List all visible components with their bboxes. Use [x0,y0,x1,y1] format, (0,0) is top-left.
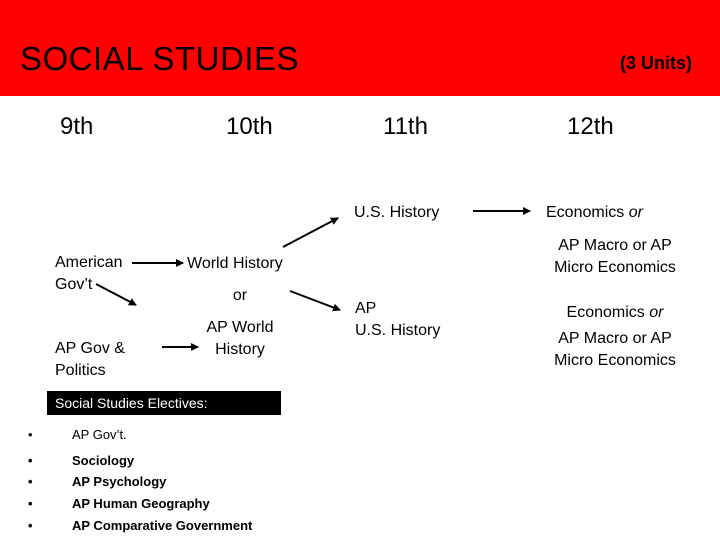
arrow-american-gov-to-ap-world [96,284,136,305]
ap-us-line1: AP [355,300,377,317]
grade-11-heading: 11th [383,113,428,140]
american-gov-line1: American [55,254,123,271]
econ-top-line2: AP Macro or AP [558,237,672,254]
econ-bottom-line1: Economics [566,304,650,321]
arrow-world-history-to-ap-us-history [290,291,340,310]
grade-10-heading: 10th [226,113,273,140]
ap-us-line2: U.S. History [355,322,441,339]
grade-9-heading: 9th [60,113,94,140]
american-gov-line2: Gov’t [55,276,93,293]
bullet-icon: • [28,474,33,489]
elective-label: AP Psychology [72,474,167,489]
elective-label: Sociology [72,453,135,468]
or-label-10th: or [232,287,248,304]
ap-world-line2: History [215,341,265,358]
electives-heading: Social Studies Electives: [47,391,281,415]
ap-world-line1: AP World [206,319,274,336]
econ-top-or: or [628,204,643,221]
ap-gov-line2: Politics [55,362,106,379]
elective-label: AP Gov’t. [72,427,127,442]
econ-bottom-or: or [649,304,664,321]
bullet-icon: • [28,518,33,533]
page-title: SOCIAL STUDIES [20,40,300,77]
grade-12-heading: 12th [567,113,614,140]
ap-gov-line1: AP Gov & [55,340,125,357]
elective-label: AP Human Geography [72,496,210,511]
us-history-course: U.S. History [354,204,440,221]
econ-top-line1: Economics [546,204,629,221]
units-label: (3 Units) [620,53,692,73]
bullet-icon: • [28,453,33,468]
bullet-icon: • [28,427,33,442]
bullet-icon: • [28,496,33,511]
econ-top-line3: Micro Economics [554,259,676,276]
econ-bottom-line3: Micro Economics [554,352,676,369]
econ-bottom-line2: AP Macro or AP [558,330,672,347]
world-history-course: World History [187,255,283,272]
elective-label: AP Comparative Government [72,518,253,533]
arrow-world-history-to-us-history [283,218,338,247]
